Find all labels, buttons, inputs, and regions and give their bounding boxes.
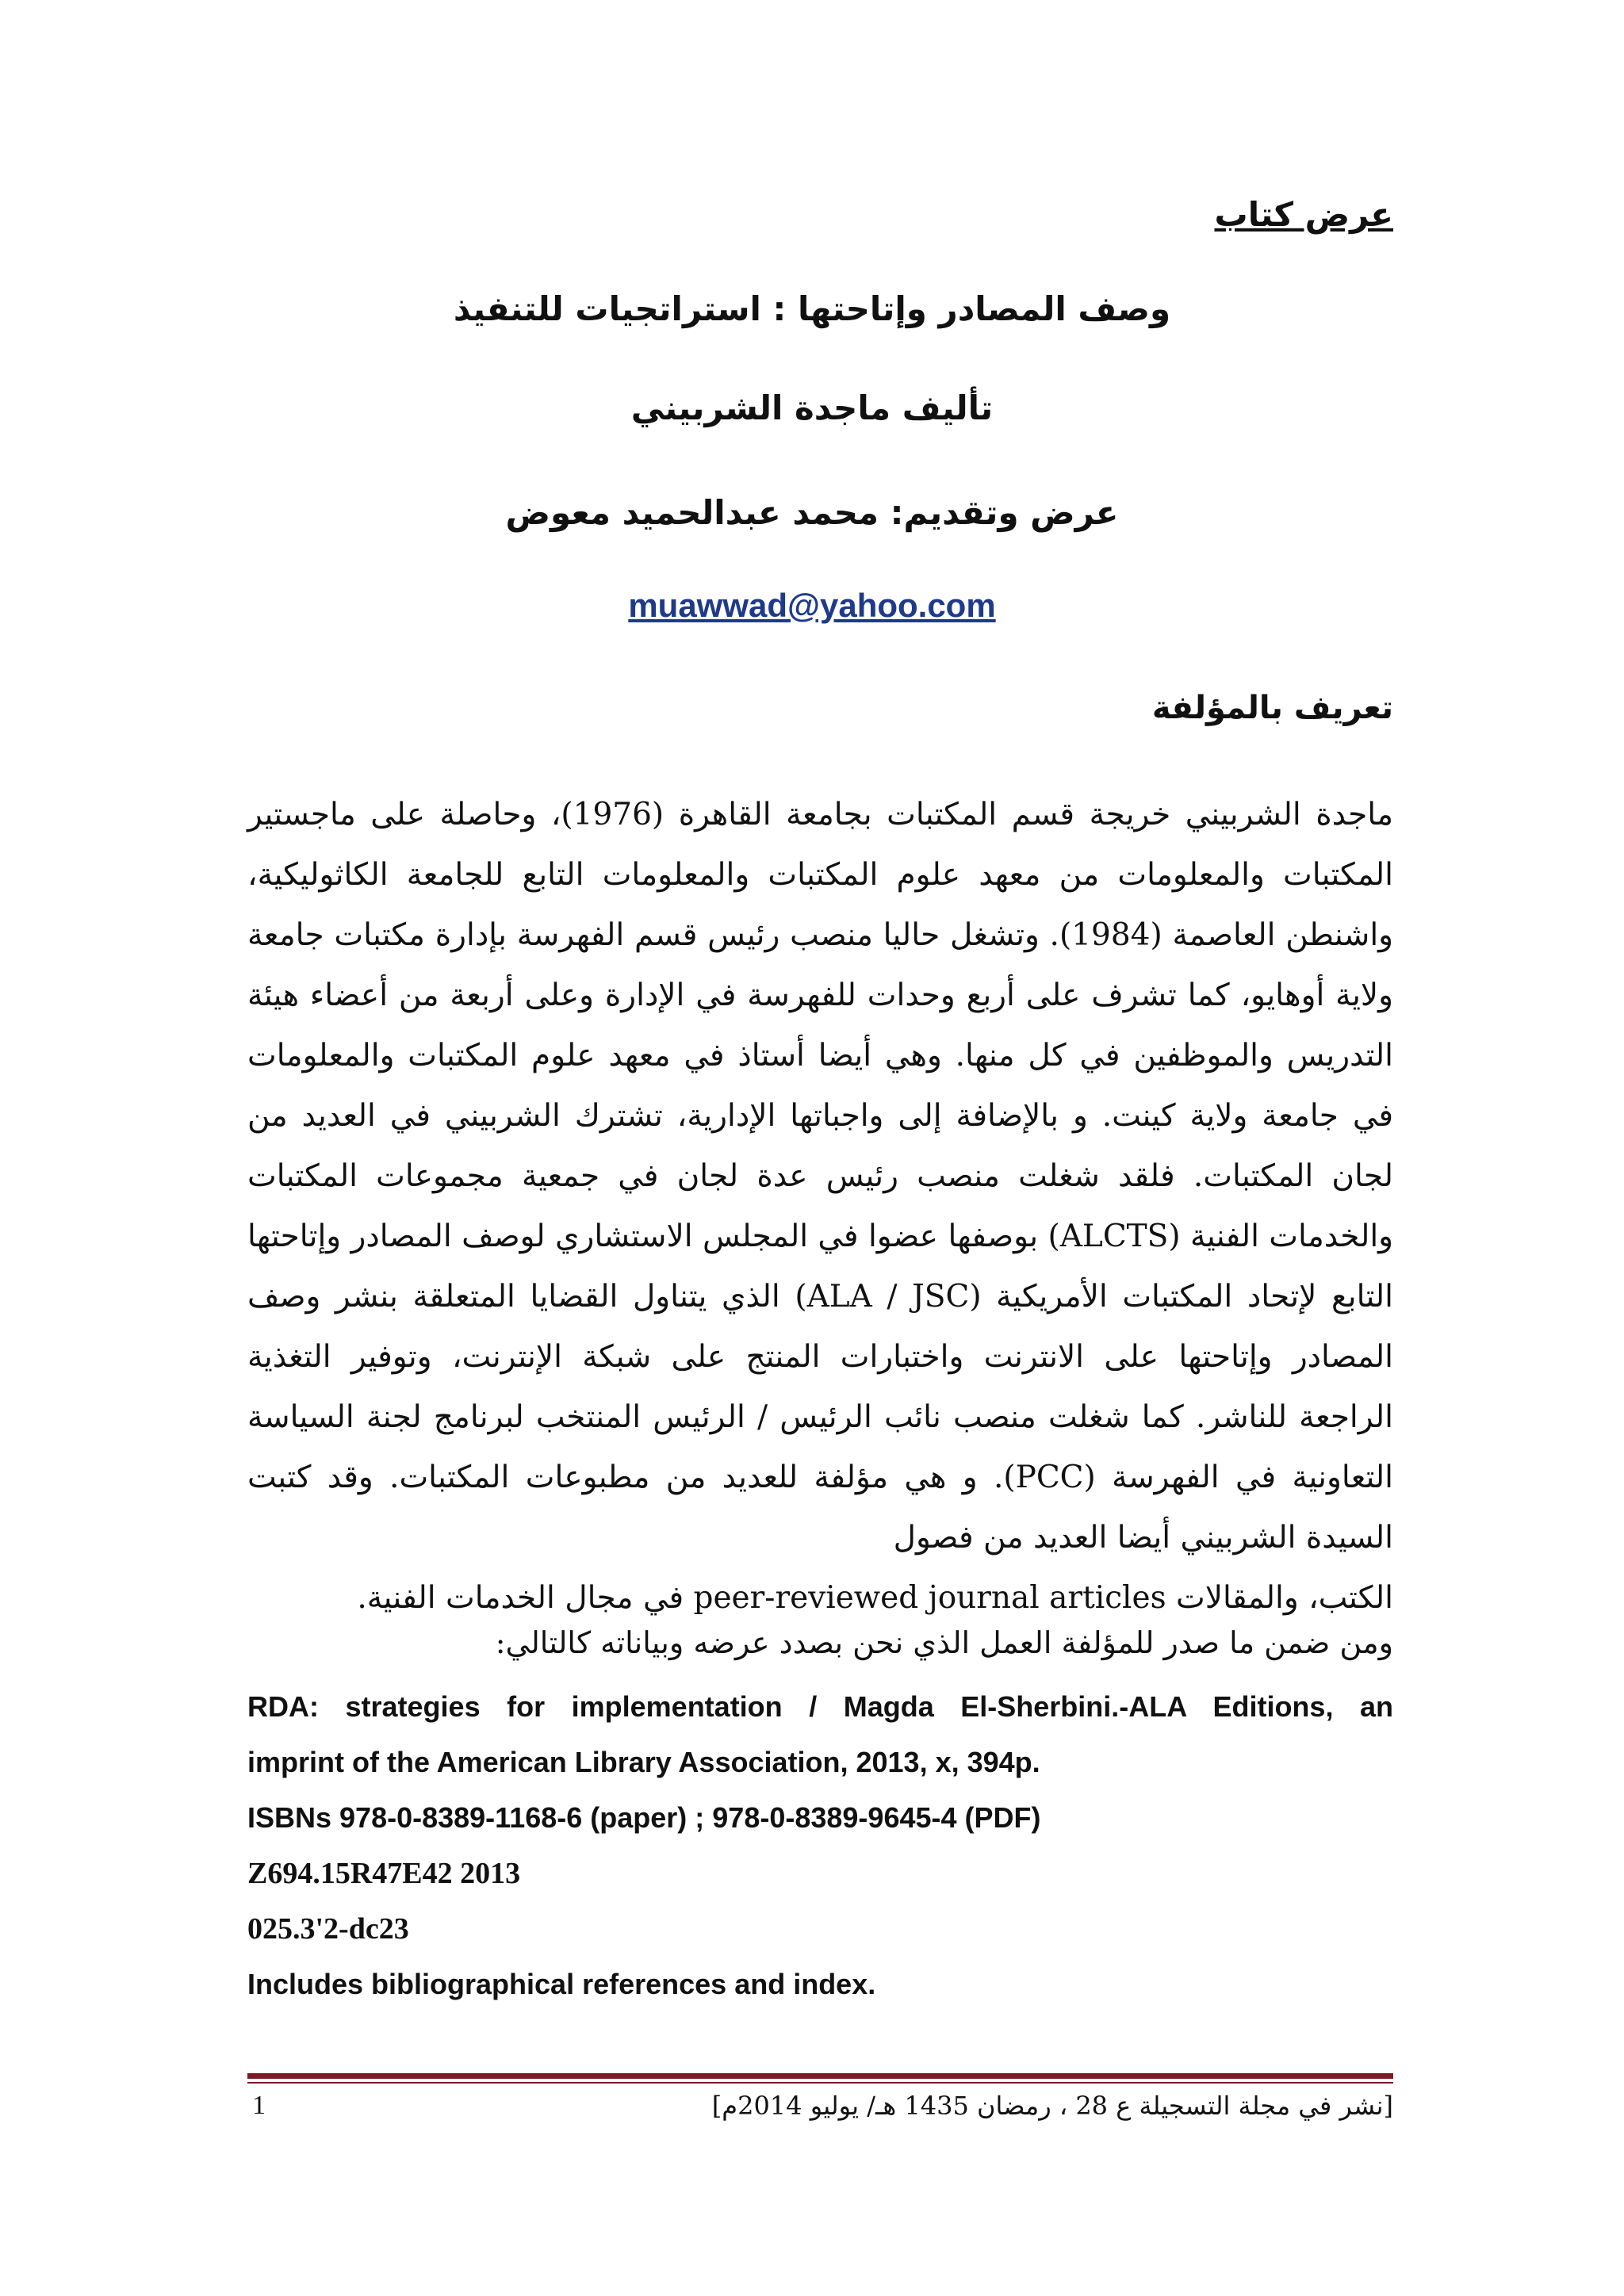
footer-rule-thin — [247, 2082, 1393, 2084]
biblio-line-dewey: 025.3'2-dc23 — [247, 1912, 409, 1946]
author-line: تأليف ماجدة الشربيني — [630, 388, 994, 427]
intro-line: ومن ضمن ما صدر للمؤلفة العمل الذي نحن بصدد عرضه وبياناته كالتالي: — [495, 1625, 1393, 1660]
author-bio-paragraph — [247, 785, 1393, 1628]
footer-rule — [247, 2073, 1393, 2079]
bibliographic-record — [247, 1679, 1393, 2012]
biblio-line-publisher: imprint of the American Library Association, 2013, x, 394p. — [247, 1746, 1040, 1778]
biblio-line-call-number: Z694.15R47E42 2013 — [247, 1857, 521, 1890]
email-link[interactable]: muawwad@yahoo.com — [628, 587, 996, 624]
biblio-line-notes: Includes bibliographical references and index. — [247, 1968, 876, 2000]
page-number: 1 — [252, 2091, 266, 2120]
bio-last-line: الكتب، والمقالات peer-reviewed journal articles في مجال الخدمات الفنية. — [357, 1580, 1393, 1616]
publication-note: [نشر في مجلة التسجيلة ع 28 ، رمضان 1435 هـ/ يوليو 2014م] — [711, 2091, 1393, 2121]
about-author-heading: تعريف بالمؤلفة — [1151, 690, 1393, 726]
bio-text: ماجدة الشربيني خريجة قسم المكتبات بجامعة القاهرة (1976)، وحاصلة على ماجستير المكتبات والمعلومات من معهد علوم المكتبات والمعلومات التابع للجامعة الكاثوليكية، واشنطن العاصمة (1984). وتشغل حاليا منصب رئيس قسم الفهرسة بإدارة مكتبات جامعة ولاية أوهايو، كما تشرف على أربع وحدات للفهرسة في الإدارة وعلى أربعة من أعضاء هيئة التدريس والموظفين في كل منها. وهي أيضا أستاذ في معهد علوم المكتبات والمعلومات في جامعة ولاية كينت. و بالإضافة إلى واجباتها الإدارية، تشترك الشربيني في العديد من لجان المكتبات. فلقد شغلت منصب رئيس عدة لجان في جمعية مجموعات المكتبات والخدمات الفنية (ALCTS) بوصفها عضوا في المجلس الاستشاري لوصف المصادر وإتاحتها التابع لإتحاد المكتبات الأمريكية (ALA / JSC) الذي يتناول القضايا المتعلقة بنشر وصف المصادر وإتاحتها على الانترنت واختبارات المنتج على شبكة الإنترنت، وتوفير التغذية الراجعة للناشر. كما شغلت منصب نائب الرئيس / الرئيس المنتخب لبرنامج لجنة السياسة التعاونية في الفهرسة (PCC). و هي مؤلفة للعديد من مطبوعات المكتبات. وقد كتبت السيدة الشربيني أيضا العديد من فصول — [247, 797, 1393, 1556]
book-title: وصف المصادر وإتاحتها : استراتجيات للتنفيذ — [453, 289, 1171, 328]
section-label: عرض كتاب — [1214, 195, 1393, 234]
biblio-line-title: RDA: strategies for implementation / Magda El-Sherbini.-ALA Editions, an — [247, 1690, 1393, 1723]
reviewer-line: عرض وتقديم: محمد عبدالحميد معوض — [505, 493, 1119, 532]
biblio-line-isbn: ISBNs 978-0-8389-1168-6 (paper) ; 978-0-8389-9645-4 (PDF) — [247, 1801, 1041, 1834]
